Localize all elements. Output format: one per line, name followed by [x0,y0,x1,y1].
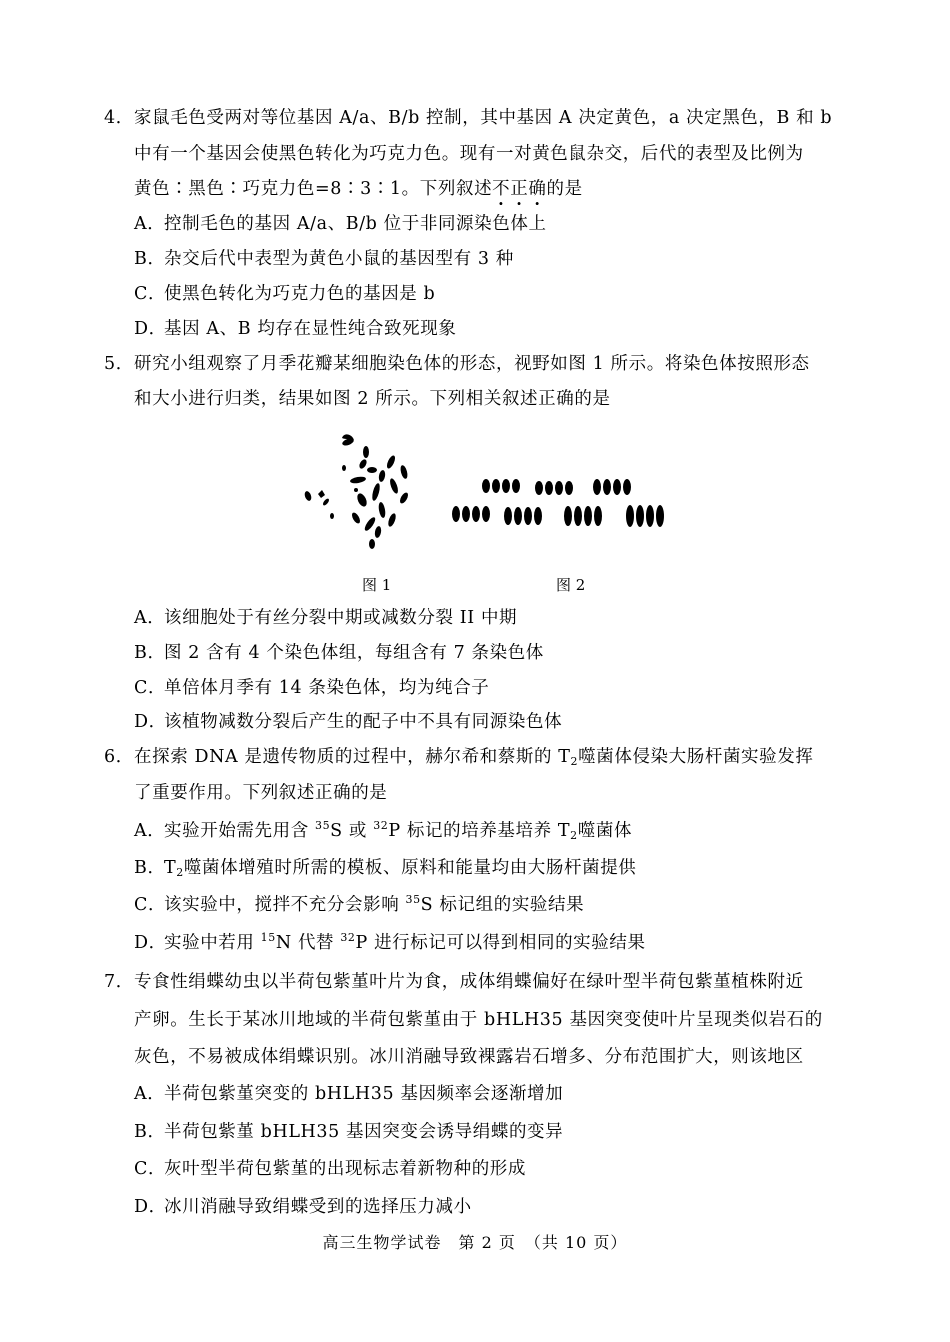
option-label: B． [134,858,166,878]
question-6-stem-line1 [134,745,813,769]
option-text: 半荷包紫堇 bHLH35 基因突变会诱导绢蝶的变异 [164,1122,564,1142]
option-text: 灰叶型半荷包紫堇的出现标志着新物种的形成 [164,1159,526,1179]
question-5-number: 5． [104,354,134,374]
option-label: B． [134,249,166,269]
option-text: P 标记的培养基培养 T [388,821,571,841]
option-label: C． [134,284,167,304]
question-5-option-a[interactable] [134,606,517,630]
question-7-option-b[interactable] [134,1120,563,1144]
question-4-option-c[interactable] [134,282,435,306]
question-7-option-c[interactable] [134,1157,526,1181]
superscript: 35 [405,893,421,906]
option-text: 该实验中，搅拌不充分会影响 [164,895,406,915]
emphasis-char: 正 [510,179,529,199]
question-7-option-d[interactable] [134,1195,472,1219]
option-text: S 或 [330,821,374,841]
figure-2-caption: 图 2 [556,576,586,594]
option-text: 噬菌体 [577,821,633,841]
question-5-option-d[interactable] [134,710,562,734]
question-5-stem-line1: 研究小组观察了月季花瓣某细胞染色体的形态，视野如图 1 所示。将染色体按照形态 [134,354,810,374]
question-5-option-c[interactable] [134,676,489,700]
question-7-stem-line1: 专食性绢蝶幼虫以半荷包紫堇叶片为食，成体绢蝶偏好在绿叶型半荷包紫堇植株附近 [134,972,804,992]
question-4-stem-line3-end: 的是 [546,179,583,199]
option-label: D． [134,319,167,339]
question-4-option-b[interactable] [134,247,514,271]
question-7-stem-line3: 灰色，不易被成体绢蝶识别。冰川消融导致裸露岩石增多、分布范围扩大，则该地区 [134,1047,804,1067]
question-6-option-b[interactable] [134,856,636,880]
option-text: 控制毛色的基因 A/a、B/b 位于非同源染色体上 [164,214,547,234]
option-text: 该细胞处于有丝分裂中期或减数分裂 II 中期 [164,608,518,628]
option-text: 基因 A、B 均存在显性纯合致死现象 [164,319,457,339]
question-4-stem-line1: 家鼠毛色受两对等位基因 A/a、B/b 控制，其中基因 A 决定黄色，a 决定黑色，B 和 b [134,108,833,128]
question-4-option-a[interactable] [134,212,547,236]
option-text: 冰川消融导致绢蝶受到的选择压力减小 [164,1197,472,1217]
question-4-stem-line2: 中有一个基因会使黑色转化为巧克力色。现有一对黄色鼠杂交，后代的表型及比例为 [134,144,804,164]
option-text: 半荷包紫堇突变的 bHLH35 基因频率会逐渐增加 [164,1084,564,1104]
emphasis-char: 不 [492,179,511,199]
option-label: A． [134,821,166,841]
stem-text: 噬菌体侵染大肠杆菌实验发挥 [578,747,814,767]
option-label: B． [134,1122,166,1142]
question-4-stem-line3-text: 黄色∶黑色∶巧克力色=8∶3∶1。下列叙述 [134,179,493,199]
option-text: S 标记组的实验结果 [420,895,585,915]
option-label: A． [134,214,166,234]
option-label: D． [134,1197,167,1217]
option-text: 实验中若用 [164,933,261,953]
figure-1-chromosome-spread [296,428,426,554]
question-7-option-a[interactable] [134,1082,563,1106]
superscript: 35 [314,819,331,832]
option-label: C． [134,1159,167,1179]
question-7-number: 7． [104,972,134,992]
subscript: 2 [570,755,579,768]
question-6-option-a[interactable] [134,819,632,843]
option-text: 使黑色转化为巧克力色的基因是 b [164,284,436,304]
option-text: 杂交后代中表型为黄色小鼠的基因型有 3 种 [164,249,514,269]
option-text: 该植物减数分裂后产生的配子中不具有同源染色体 [164,712,563,732]
question-6-stem-line2: 了重要作用。下列叙述正确的是 [134,783,388,803]
superscript: 32 [373,819,389,832]
subscript: 2 [570,829,578,842]
superscript: 32 [340,931,356,944]
option-text: T [164,858,177,878]
option-label: D． [134,933,167,953]
emphasis-char: 确 [528,179,547,199]
question-4-option-d[interactable] [134,317,456,341]
question-4-number: 4． [104,108,134,128]
superscript: 15 [260,931,276,944]
stem-text: 在探索 DNA 是遗传物质的过程中，赫尔希和蔡斯的 T [134,747,571,767]
page-footer: 高三生物学试卷 第 2 页 （共 10 页） [322,1233,628,1252]
option-text: 实验开始需先用含 [164,821,315,841]
option-label: C． [134,678,167,698]
option-text: 单倍体月季有 14 条染色体，均为纯合子 [164,678,490,698]
option-text: 图 2 含有 4 个染色体组，每组含有 7 条染色体 [164,643,544,663]
subscript: 2 [176,866,184,879]
question-5-stem-line2: 和大小进行归类，结果如图 2 所示。下列相关叙述正确的是 [134,389,611,409]
question-7-stem-line2: 产卵。生长于某冰川地域的半荷包紫堇由于 bHLH35 基因突变使叶片呈现类似岩石的 [134,1010,823,1030]
option-label: A． [134,1084,166,1104]
option-text: P 进行标记可以得到相同的实验结果 [355,933,646,953]
figure-1-caption: 图 1 [362,576,392,594]
question-6-option-c[interactable] [134,893,584,917]
figure-2-karyotype [448,474,684,534]
question-6-option-d[interactable] [134,931,646,955]
option-label: D． [134,712,167,732]
option-label: A． [134,608,166,628]
option-label: C． [134,895,167,915]
option-text: 噬菌体增殖时所需的模板、原料和能量均由大肠杆菌提供 [183,858,637,878]
question-6-number: 6． [104,747,134,767]
option-text: N 代替 [275,933,341,953]
question-4-stem-line3 [134,177,583,201]
question-5-option-b[interactable] [134,641,544,665]
option-label: B． [134,643,166,663]
